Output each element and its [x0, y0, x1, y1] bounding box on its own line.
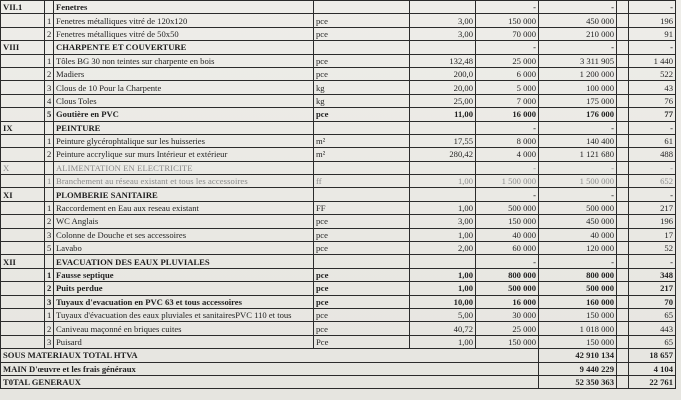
unit-cell	[314, 1, 410, 14]
unit-price-cell: 150 000	[476, 14, 539, 27]
spacer-cell	[617, 81, 629, 94]
designation-cell: PLOMBERIE SANITAIRE	[54, 188, 314, 201]
unit-price-cell: 25 000	[476, 54, 539, 67]
spacer-cell	[617, 121, 629, 134]
table-row	[1, 81, 676, 94]
item-number-cell: 5	[45, 242, 54, 255]
unit-price-cell: 40 000	[476, 228, 539, 241]
section-code-cell	[1, 148, 45, 161]
unit-cell: kg	[314, 94, 410, 107]
table-row	[1, 14, 676, 27]
table-row	[1, 134, 676, 147]
spacer-cell	[617, 94, 629, 107]
unit-cell: m²	[314, 134, 410, 147]
section-code-cell	[1, 335, 45, 348]
item-number-cell	[45, 188, 54, 201]
unit-cell: pce	[314, 242, 410, 255]
unit-cell: pce	[314, 282, 410, 295]
section-code-cell: VIII	[1, 41, 45, 54]
tax-cell: -	[629, 41, 676, 54]
spacer-cell	[617, 188, 629, 201]
unit-cell: kg	[314, 81, 410, 94]
quantity-cell	[410, 161, 476, 174]
table-row	[1, 94, 676, 107]
item-number-cell: 2	[45, 215, 54, 228]
quantity-cell: 1,00	[410, 201, 476, 214]
unit-cell: Pce	[314, 335, 410, 348]
unit-price-cell: -	[476, 1, 539, 14]
unit-price-cell: 150 000	[476, 335, 539, 348]
section-code-cell: X	[1, 161, 45, 174]
quantity-cell	[410, 1, 476, 14]
amount-cell: 1 200 000	[539, 67, 617, 80]
item-number-cell: 2	[45, 282, 54, 295]
table-row	[1, 108, 676, 121]
designation-cell: Fausse septique	[54, 268, 314, 281]
item-number-cell: 2	[45, 27, 54, 40]
tax-cell: -	[629, 121, 676, 134]
tax-cell: 348	[629, 268, 676, 281]
section-code-cell	[1, 67, 45, 80]
designation-cell: Fenetres	[54, 1, 314, 14]
unit-price-cell: -	[476, 41, 539, 54]
unit-cell: pce	[314, 54, 410, 67]
unit-cell	[314, 121, 410, 134]
spacer-cell	[617, 27, 629, 40]
quantity-cell: 280,42	[410, 148, 476, 161]
designation-cell: PEINTURE	[54, 121, 314, 134]
item-number-cell: 1	[45, 54, 54, 67]
amount-cell: -	[539, 1, 617, 14]
designation-cell: Clous Toles	[54, 94, 314, 107]
spacer-cell	[617, 362, 629, 375]
tax-cell: 1 440	[629, 54, 676, 67]
amount-cell: 800 000	[539, 268, 617, 281]
designation-cell: Puisard	[54, 335, 314, 348]
spacer-cell	[617, 215, 629, 228]
tax-cell: 65	[629, 308, 676, 321]
designation-cell: Caniveau maçonné en briques cuites	[54, 322, 314, 335]
quantity-cell: 3,00	[410, 215, 476, 228]
item-number-cell: 3	[45, 81, 54, 94]
amount-cell: -	[539, 161, 617, 174]
total-label: MAIN D'œuvre et les frais généraux	[1, 362, 539, 375]
section-code-cell	[1, 175, 45, 188]
unit-cell: pce	[314, 67, 410, 80]
total-label: SOUS MATERIAUX TOTAL HTVA	[1, 349, 539, 362]
amount-cell: 3 311 905	[539, 54, 617, 67]
tax-cell: 652	[629, 175, 676, 188]
table-row	[1, 375, 676, 388]
quantity-cell: 20,00	[410, 81, 476, 94]
unit-cell	[314, 188, 410, 201]
table-row	[1, 188, 676, 201]
quantity-cell	[410, 188, 476, 201]
tax-cell: 91	[629, 27, 676, 40]
item-number-cell	[45, 161, 54, 174]
unit-cell	[314, 255, 410, 268]
spacer-cell	[617, 54, 629, 67]
unit-cell: pce	[314, 268, 410, 281]
designation-cell: Branchement au réseau existant et tous les accessoires	[54, 175, 314, 188]
table-row	[1, 349, 676, 362]
unit-price-cell: 25 000	[476, 322, 539, 335]
item-number-cell: 2	[45, 67, 54, 80]
unit-cell: ff	[314, 175, 410, 188]
quantity-cell: 3,00	[410, 14, 476, 27]
amount-cell: 140 400	[539, 134, 617, 147]
unit-price-cell: 60 000	[476, 242, 539, 255]
spacer-cell	[617, 201, 629, 214]
item-number-cell	[45, 255, 54, 268]
section-code-cell	[1, 282, 45, 295]
table-row	[1, 335, 676, 348]
quantity-cell: 11,00	[410, 108, 476, 121]
item-number-cell: 2	[45, 322, 54, 335]
spacer-cell	[617, 134, 629, 147]
spacer-cell	[617, 375, 629, 388]
table-row	[1, 121, 676, 134]
unit-cell: m²	[314, 148, 410, 161]
table-row	[1, 362, 676, 375]
tax-cell: -	[629, 188, 676, 201]
unit-price-cell: 16 000	[476, 295, 539, 308]
item-number-cell: 1	[45, 308, 54, 321]
amount-cell: 160 000	[539, 295, 617, 308]
section-code-cell: XI	[1, 188, 45, 201]
quantity-cell: 25,00	[410, 94, 476, 107]
tax-cell: 61	[629, 134, 676, 147]
table-row	[1, 255, 676, 268]
item-number-cell: 3	[45, 228, 54, 241]
unit-cell: pce	[314, 14, 410, 27]
unit-price-cell: 7 000	[476, 94, 539, 107]
item-number-cell: 1	[45, 134, 54, 147]
spacer-cell	[617, 1, 629, 14]
section-code-cell	[1, 322, 45, 335]
tax-cell: 443	[629, 322, 676, 335]
table-row	[1, 201, 676, 214]
item-number-cell: 3	[45, 335, 54, 348]
unit-price-cell: 500 000	[476, 201, 539, 214]
unit-price-cell: 1 500 000	[476, 175, 539, 188]
item-number-cell: 3	[45, 295, 54, 308]
table-row	[1, 268, 676, 281]
item-number-cell: 1	[45, 201, 54, 214]
tax-cell: 77	[629, 108, 676, 121]
amount-cell: 1 121 680	[539, 148, 617, 161]
spacer-cell	[617, 67, 629, 80]
quantity-cell: 200,0	[410, 67, 476, 80]
spacer-cell	[617, 322, 629, 335]
section-code-cell	[1, 308, 45, 321]
amount-cell: 1 018 000	[539, 322, 617, 335]
section-code-cell	[1, 14, 45, 27]
unit-price-cell: 30 000	[476, 308, 539, 321]
amount-cell: -	[539, 41, 617, 54]
section-code-cell	[1, 201, 45, 214]
section-code-cell	[1, 81, 45, 94]
designation-cell: Lavabo	[54, 242, 314, 255]
designation-cell: Tuyaux d'évacuation des eaux pluviales et sanitairesPVC 110 et tous	[54, 308, 314, 321]
designation-cell: WC Anglais	[54, 215, 314, 228]
table-row	[1, 308, 676, 321]
section-code-cell	[1, 215, 45, 228]
spacer-cell	[617, 295, 629, 308]
amount-cell: 100 000	[539, 81, 617, 94]
quantity-cell	[410, 121, 476, 134]
spacer-cell	[617, 148, 629, 161]
table-row	[1, 215, 676, 228]
designation-cell: Goutière en PVC	[54, 108, 314, 121]
tax-cell: 217	[629, 201, 676, 214]
unit-cell: pce	[314, 228, 410, 241]
designation-cell: EVACUATION DES EAUX PLUVIALES	[54, 255, 314, 268]
quantity-cell: 2,00	[410, 242, 476, 255]
item-number-cell: 4	[45, 94, 54, 107]
table-row	[1, 41, 676, 54]
quantity-cell: 10,00	[410, 295, 476, 308]
spacer-cell	[617, 255, 629, 268]
section-code-cell	[1, 108, 45, 121]
table-row	[1, 282, 676, 295]
table-row	[1, 228, 676, 241]
quantity-cell	[410, 255, 476, 268]
amount-cell: -	[539, 188, 617, 201]
designation-cell: Fenetres métalliques vitré de 120x120	[54, 14, 314, 27]
designation-cell: Raccordement en Eau aux reseau existant	[54, 201, 314, 214]
item-number-cell: 5	[45, 108, 54, 121]
quantity-cell: 5,00	[410, 308, 476, 321]
designation-cell: Tuyaux d'evacuation en PVC 63 et tous accessoires	[54, 295, 314, 308]
designation-cell: CHARPENTE ET COUVERTURE	[54, 41, 314, 54]
table-row	[1, 161, 676, 174]
unit-price-cell: 70 000	[476, 27, 539, 40]
unit-cell: pce	[314, 215, 410, 228]
spacer-cell	[617, 282, 629, 295]
designation-cell: Fenetres métalliques vitré de 50x50	[54, 27, 314, 40]
item-number-cell: 2	[45, 148, 54, 161]
amount-cell: 210 000	[539, 27, 617, 40]
table-row	[1, 54, 676, 67]
item-number-cell	[45, 1, 54, 14]
spacer-cell	[617, 175, 629, 188]
tax-cell: 52	[629, 242, 676, 255]
quantity-cell	[410, 41, 476, 54]
designation-cell: Peinture glycérophtalique sur les huisseries	[54, 134, 314, 147]
amount-cell: 500 000	[539, 282, 617, 295]
unit-cell	[314, 161, 410, 174]
table-row	[1, 242, 676, 255]
spacer-cell	[617, 268, 629, 281]
spacer-cell	[617, 335, 629, 348]
designation-cell: Madiers	[54, 67, 314, 80]
table-row	[1, 175, 676, 188]
unit-price-cell: 8 000	[476, 134, 539, 147]
spacer-cell	[617, 308, 629, 321]
unit-price-cell: -	[476, 188, 539, 201]
section-code-cell	[1, 228, 45, 241]
tax-cell: 65	[629, 335, 676, 348]
quantity-cell: 1,00	[410, 228, 476, 241]
quantity-cell: 17,55	[410, 134, 476, 147]
tax-cell: -	[629, 1, 676, 14]
table-row	[1, 1, 676, 14]
item-number-cell	[45, 41, 54, 54]
unit-price-cell: 6 000	[476, 67, 539, 80]
spacer-cell	[617, 242, 629, 255]
unit-cell	[314, 41, 410, 54]
item-number-cell: 1	[45, 14, 54, 27]
spacer-cell	[617, 14, 629, 27]
unit-price-cell: -	[476, 121, 539, 134]
table-row	[1, 322, 676, 335]
unit-price-cell: 500 000	[476, 282, 539, 295]
tax-cell: 4 104	[629, 362, 676, 375]
unit-cell: FF	[314, 201, 410, 214]
table-row	[1, 27, 676, 40]
quantity-cell: 1,00	[410, 335, 476, 348]
section-code-cell	[1, 134, 45, 147]
amount-cell: 500 000	[539, 201, 617, 214]
section-code-cell: VII.1	[1, 1, 45, 14]
unit-price-cell: 800 000	[476, 268, 539, 281]
amount-cell: -	[539, 255, 617, 268]
amount-cell: 52 350 363	[539, 375, 617, 388]
amount-cell: 176 000	[539, 108, 617, 121]
item-number-cell: 1	[45, 175, 54, 188]
tax-cell: 70	[629, 295, 676, 308]
section-code-cell	[1, 295, 45, 308]
item-number-cell	[45, 121, 54, 134]
tax-cell: -	[629, 161, 676, 174]
amount-cell: 150 000	[539, 335, 617, 348]
section-code-cell	[1, 268, 45, 281]
unit-cell: pce	[314, 322, 410, 335]
unit-price-cell: 5 000	[476, 81, 539, 94]
amount-cell: -	[539, 121, 617, 134]
designation-cell: Tôles BG 30 non teintes sur charpente en bois	[54, 54, 314, 67]
tax-cell: 22 761	[629, 375, 676, 388]
amount-cell: 450 000	[539, 215, 617, 228]
amount-cell: 42 910 134	[539, 349, 617, 362]
spacer-cell	[617, 349, 629, 362]
section-code-cell	[1, 54, 45, 67]
spacer-cell	[617, 161, 629, 174]
designation-cell: Peinture accrylique sur murs Intérieur et extérieur	[54, 148, 314, 161]
table-row	[1, 148, 676, 161]
unit-cell: pce	[314, 108, 410, 121]
amount-cell: 450 000	[539, 14, 617, 27]
designation-cell: Colonne de Douche et ses accessoires	[54, 228, 314, 241]
tax-cell: 488	[629, 148, 676, 161]
quantity-cell: 1,00	[410, 282, 476, 295]
amount-cell: 120 000	[539, 242, 617, 255]
tax-cell: 522	[629, 67, 676, 80]
unit-price-cell: 150 000	[476, 215, 539, 228]
unit-price-cell: -	[476, 161, 539, 174]
section-code-cell	[1, 94, 45, 107]
quantity-cell: 132,48	[410, 54, 476, 67]
amount-cell: 1 500 000	[539, 175, 617, 188]
quantity-cell: 3,00	[410, 27, 476, 40]
quantity-cell: 1,00	[410, 175, 476, 188]
table-row	[1, 67, 676, 80]
quantity-cell: 1,00	[410, 268, 476, 281]
unit-price-cell: 4 000	[476, 148, 539, 161]
tax-cell: 17	[629, 228, 676, 241]
unit-price-cell: 16 000	[476, 108, 539, 121]
tax-cell: -	[629, 255, 676, 268]
spacer-cell	[617, 41, 629, 54]
section-code-cell: IX	[1, 121, 45, 134]
table-row	[1, 295, 676, 308]
designation-cell: Clous de 10 Pour la Charpente	[54, 81, 314, 94]
amount-cell: 150 000	[539, 308, 617, 321]
spacer-cell	[617, 108, 629, 121]
unit-cell: pce	[314, 27, 410, 40]
amount-cell: 175 000	[539, 94, 617, 107]
tax-cell: 196	[629, 215, 676, 228]
tax-cell: 18 657	[629, 349, 676, 362]
section-code-cell	[1, 242, 45, 255]
tax-cell: 196	[629, 14, 676, 27]
section-code-cell	[1, 27, 45, 40]
item-number-cell: 1	[45, 268, 54, 281]
spacer-cell	[617, 228, 629, 241]
total-label: T0TAL GENERAUX	[1, 375, 539, 388]
unit-price-cell: -	[476, 255, 539, 268]
quantity-cell: 40,72	[410, 322, 476, 335]
tax-cell: 217	[629, 282, 676, 295]
unit-cell: pce	[314, 308, 410, 321]
amount-cell: 9 440 229	[539, 362, 617, 375]
tax-cell: 43	[629, 81, 676, 94]
section-code-cell: XII	[1, 255, 45, 268]
amount-cell: 40 000	[539, 228, 617, 241]
designation-cell: ALIMENTATION EN ELECTRICITE	[54, 161, 314, 174]
unit-cell: pce	[314, 295, 410, 308]
tax-cell: 76	[629, 94, 676, 107]
designation-cell: Puits perdue	[54, 282, 314, 295]
